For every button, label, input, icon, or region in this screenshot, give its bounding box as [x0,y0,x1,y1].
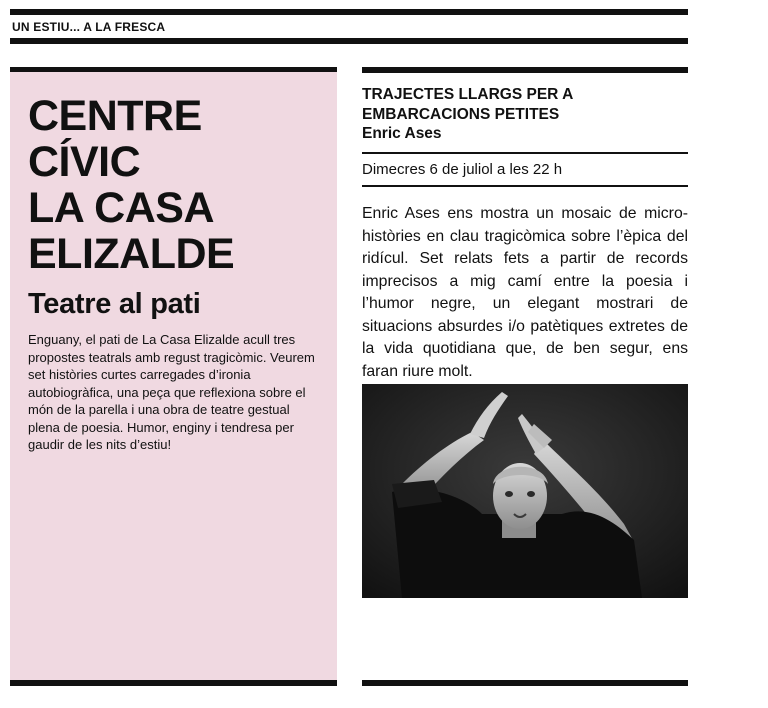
date-top-rule [362,152,688,154]
date-bottom-rule [362,185,688,187]
header-top-rule [10,9,688,15]
show-title-line: EMBARCACIONS PETITES [362,105,560,123]
venue-name-line: CENTRE [28,92,202,140]
section-title: Teatre al pati [28,288,201,320]
right-bottom-rule [362,680,688,686]
right-top-rule [362,67,688,73]
intro-paragraph: Enguany, el pati de La Casa Elizalde acull tres propostes teatrals amb regust tragicòmic. Veurem set històries curtes carregades d’ironia autobiogràfica, una peça que reflexiona sobre el món de la parella i una obra de teatre gestual plena de poesia. Humor, enginy i tendresa per gaudir de les nits d’estiu! [28,332,315,452]
venue-name [28,93,328,277]
performer-photo-illustration [362,384,688,598]
show-title-line: TRAJECTES LLARGS PER A [362,86,574,103]
show-author: Enric Ases [362,125,442,142]
venue-name-line: ELIZALDE [28,230,235,278]
venue-name-line: CÍVIC [28,138,141,186]
header-bottom-rule [10,38,688,44]
left-bottom-rule [10,680,337,686]
show-description: Enric Ases ens mostra un mosaic de micro-històries en clau tragicòmica sobre l’èpica del ridícul. Set relats fets a partir de records imprecisos a mig camí entre la poesia i l’humor negre, un elegant mostrari de situacions absurdes i/o patètiques extretes de la vida quotidiana que, de ben segur, ens faran riure molt. [362,205,688,380]
venue-name-line: LA CASA [28,184,215,232]
performer-photo [362,384,688,598]
section-header-label: UN ESTIU... A LA FRESCA [12,20,166,34]
show-title [362,85,688,144]
show-date: Dimecres 6 de juliol a les 22 h [362,161,563,178]
